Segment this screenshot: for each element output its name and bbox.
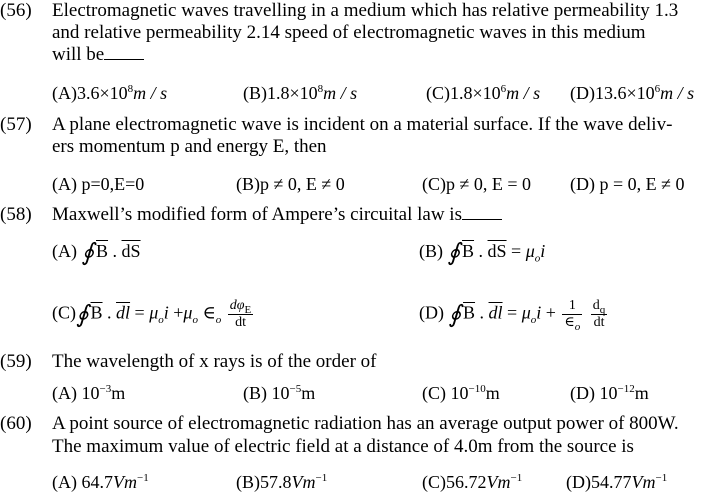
option-unit: Vm xyxy=(291,472,316,492)
vector-b: $\overline{B}$ xyxy=(96,241,109,261)
option-value: 10 xyxy=(81,383,100,403)
option-label: (A) xyxy=(52,174,77,194)
question-text: A point source of electromagnetic radiation has an average output power of 800W. xyxy=(52,413,679,434)
fraction-dq-dt xyxy=(591,298,608,331)
mu-symbol: μ xyxy=(525,241,535,261)
option-unit: m xyxy=(301,383,316,403)
vector-dl: $\overline{dl}$ xyxy=(488,302,503,323)
option-exponent: −1 xyxy=(655,472,668,484)
option-label: (D) xyxy=(566,472,591,492)
option-exponent: 8 xyxy=(317,83,324,95)
option-label: (B) xyxy=(236,472,260,492)
option-value: 56.72 xyxy=(446,472,487,492)
option-d[interactable] xyxy=(570,382,649,404)
question-text: The maximum value of electric field at a distance of 4.0m from the source is xyxy=(52,436,634,457)
option-unit: m xyxy=(111,383,126,403)
option-c[interactable] xyxy=(426,82,540,104)
option-exponent: 8 xyxy=(127,83,134,95)
plus-sign: + xyxy=(545,302,556,323)
option-label: (C) xyxy=(422,383,446,403)
vector-dl: $\overline{dl}$ xyxy=(116,302,131,323)
option-value: 57.8 xyxy=(260,472,292,492)
dot-operator: . xyxy=(107,302,112,323)
current-i: i xyxy=(536,302,542,323)
option-label: (C) xyxy=(426,83,450,103)
subscript-o: o xyxy=(530,314,537,327)
denominator-dt: dt xyxy=(593,315,605,330)
option-label: (D) xyxy=(570,83,595,103)
option-c[interactable] xyxy=(422,471,522,493)
option-b[interactable] xyxy=(243,382,315,404)
option-label: (C) xyxy=(422,472,446,492)
contour-integral-symbol: ∮ xyxy=(76,301,89,328)
subscript-o: o xyxy=(158,314,164,327)
option-label: (D) xyxy=(570,174,595,194)
option-label: (A) xyxy=(52,83,77,103)
option-label: (C) xyxy=(52,302,76,323)
question-text-body: Maxwell’s modified form of Ampere’s circuital law is xyxy=(52,204,462,225)
question-text: and relative permeability 2.14 speed of electromagnetic waves in this medium xyxy=(52,22,646,43)
option-value: 64.7 xyxy=(81,472,113,492)
option-a[interactable] xyxy=(52,240,141,264)
answer-blank xyxy=(462,218,502,220)
option-label: (D) xyxy=(570,383,595,403)
option-unit: Vm xyxy=(113,472,137,492)
option-value: 13.6×10 xyxy=(595,83,655,103)
option-value: p=0,E=0 xyxy=(81,174,145,194)
option-value: p = 0, E ≠ 0 xyxy=(599,174,685,194)
vector-b: $\overline{B}$ xyxy=(90,302,103,323)
question-number: (59) xyxy=(0,351,32,372)
option-a[interactable] xyxy=(52,173,144,195)
option-unit: m / s xyxy=(133,83,168,103)
option-value: p ≠ 0, E ≠ 0 xyxy=(260,174,345,194)
question-text-end: will be xyxy=(52,44,105,65)
option-exponent: 6 xyxy=(500,83,507,95)
option-exponent: −1 xyxy=(137,472,149,484)
mu-symbol: μ xyxy=(149,302,159,323)
contour-integral-symbol: ∮ xyxy=(447,240,461,266)
question-number: (56) xyxy=(0,0,32,21)
option-value: 1.8×10 xyxy=(267,83,318,103)
denominator-dt: dt xyxy=(235,315,246,330)
question-number: (57) xyxy=(0,114,32,135)
vector-ds: $\overline{dS}$ xyxy=(121,241,141,261)
option-label: (B) xyxy=(419,241,443,261)
option-label: (A) xyxy=(52,383,77,403)
option-value: 10 xyxy=(271,383,290,403)
option-label: (D) xyxy=(419,302,444,323)
option-unit: Vm xyxy=(486,472,511,492)
subscript-o: o xyxy=(192,314,198,327)
equals-sign: = xyxy=(511,241,522,261)
subscript-o: o xyxy=(574,320,581,333)
option-exponent: −12 xyxy=(617,383,635,395)
question-number: (60) xyxy=(0,413,32,434)
numerator-one: 1 xyxy=(562,298,582,315)
option-unit: Vm xyxy=(631,472,656,492)
plus-sign: + xyxy=(173,302,184,323)
option-d[interactable] xyxy=(570,82,694,104)
option-label: (A) xyxy=(52,472,77,492)
subscript-o: o xyxy=(534,252,541,265)
epsilon-symbol: ∈ xyxy=(564,315,575,330)
option-d[interactable] xyxy=(570,173,685,195)
dot-operator: . xyxy=(478,241,484,261)
option-exponent: −3 xyxy=(99,383,112,395)
option-value: 54.77 xyxy=(591,472,632,492)
subscript-o: o xyxy=(215,314,222,327)
numerator-dphi: dφ xyxy=(229,298,245,313)
option-c[interactable] xyxy=(422,382,500,404)
equals-sign: = xyxy=(507,302,518,323)
subscript-q: q xyxy=(599,303,606,316)
mu-symbol: μ xyxy=(183,302,193,323)
vector-b: $\overline{B}$ xyxy=(463,302,476,323)
fraction-dphi-dt xyxy=(228,298,253,331)
option-label: (B) xyxy=(236,174,260,194)
equals-sign: = xyxy=(134,302,145,323)
option-a[interactable] xyxy=(52,471,149,493)
option-b[interactable] xyxy=(236,173,345,195)
option-unit: m xyxy=(485,383,500,403)
option-value: p ≠ 0, E = 0 xyxy=(446,174,532,194)
option-unit: m / s xyxy=(660,83,695,103)
epsilon-symbol: ∈ xyxy=(202,302,216,323)
contour-integral-symbol: ∮ xyxy=(448,301,462,328)
option-value: 1.8×10 xyxy=(450,83,501,103)
option-value: 10 xyxy=(599,383,618,403)
question-text: The wavelength of x rays is of the order of xyxy=(52,351,377,372)
option-b[interactable] xyxy=(243,82,357,104)
option-c[interactable] xyxy=(52,298,255,331)
option-exponent: 6 xyxy=(654,83,661,95)
dot-operator: . xyxy=(479,302,485,323)
option-label: (B) xyxy=(243,383,267,403)
option-exponent: −10 xyxy=(468,383,486,395)
answer-blank xyxy=(104,58,144,60)
option-a[interactable] xyxy=(52,382,125,404)
vector-ds: $\overline{dS}$ xyxy=(487,241,507,261)
mu-symbol: μ xyxy=(521,302,531,323)
option-exponent: −1 xyxy=(510,472,523,484)
vector-b: $\overline{B}$ xyxy=(462,241,475,261)
numerator-d: d xyxy=(592,298,600,313)
subscript-e: E xyxy=(244,303,252,316)
current-i: i xyxy=(163,302,169,323)
option-value: 3.6×10 xyxy=(77,83,128,103)
option-b[interactable] xyxy=(236,471,327,493)
option-label: (A) xyxy=(52,241,77,261)
option-d[interactable] xyxy=(566,471,667,493)
option-a[interactable] xyxy=(52,82,167,104)
option-unit: m / s xyxy=(506,83,541,103)
option-b[interactable] xyxy=(419,240,545,264)
option-exponent: −5 xyxy=(289,383,302,395)
question-number: (58) xyxy=(0,204,32,225)
option-exponent: −1 xyxy=(315,472,328,484)
question-text: A plane electromagnetic wave is incident on a material surface. If the wave deliv- xyxy=(52,114,673,135)
question-text xyxy=(52,204,502,226)
option-unit: m / s xyxy=(323,83,358,103)
question-text xyxy=(52,44,144,66)
option-c[interactable] xyxy=(422,173,531,195)
option-d[interactable] xyxy=(419,298,609,331)
option-label: (C) xyxy=(422,174,446,194)
current-i: i xyxy=(540,241,546,261)
option-unit: m xyxy=(634,383,649,403)
contour-integral-symbol: ∮ xyxy=(81,240,95,266)
fraction-one-over-eps xyxy=(562,298,582,331)
dot-operator: . xyxy=(112,241,118,261)
question-text: Electromagnetic waves travelling in a medium which has relative permeability 1.3 xyxy=(52,0,679,21)
option-label: (B) xyxy=(243,83,267,103)
question-text: ers momentum p and energy E, then xyxy=(52,136,327,157)
option-value: 10 xyxy=(450,383,469,403)
